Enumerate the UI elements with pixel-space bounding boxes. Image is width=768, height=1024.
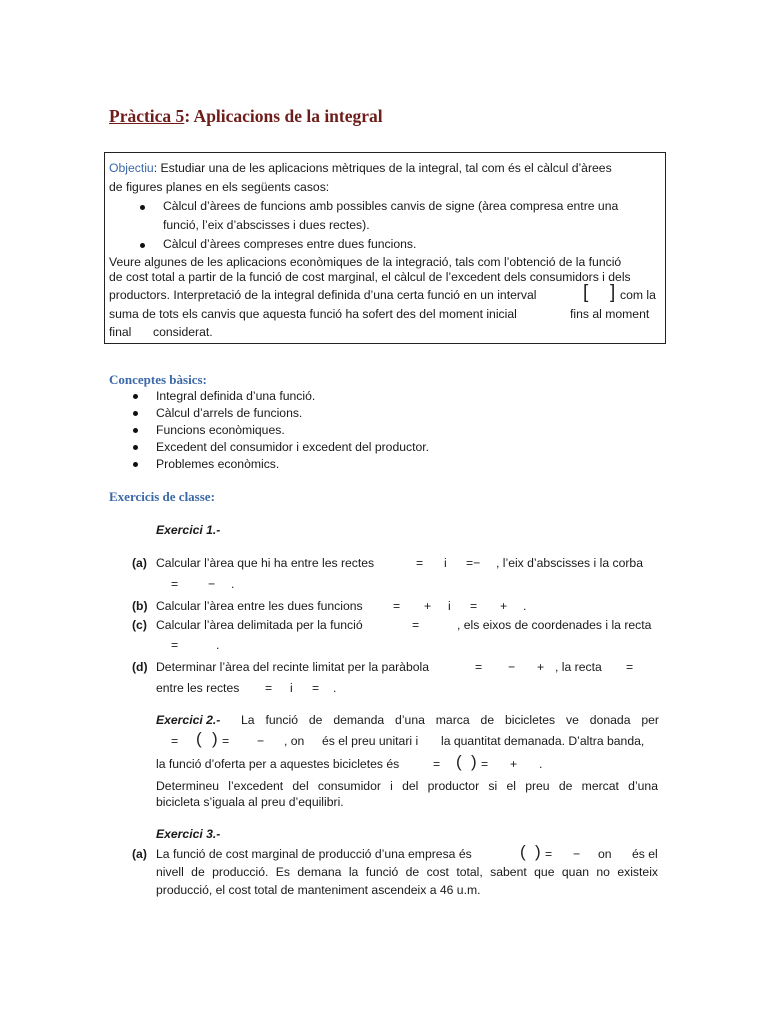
equals-sign: = <box>171 638 179 652</box>
ex1-b-label: (b) <box>132 599 148 613</box>
equals-sign: = <box>412 618 420 632</box>
bullet <box>140 205 145 210</box>
concept-item: Funcions econòmiques. <box>156 423 285 437</box>
bullet <box>140 243 145 248</box>
objective-bullet1-l2: funció, l’eix d’abscisses i dues rectes). <box>163 218 370 232</box>
ex1-c-text: Calcular l’àrea delimitada per la funció <box>156 618 363 632</box>
concept-item: Excedent del consumidor i excedent del productor. <box>156 440 430 454</box>
period: . <box>523 599 527 613</box>
bullet <box>133 445 138 450</box>
ex1-d-text2: entre les rectes <box>156 681 240 695</box>
open-paren: ( <box>456 752 462 771</box>
close-paren: ) <box>471 752 477 771</box>
close-paren: ) <box>535 842 541 861</box>
plus-sign: + <box>537 660 545 674</box>
objective-label: Objectiu <box>109 161 154 175</box>
equals-sign: = <box>416 556 424 570</box>
equals-sign: = <box>171 734 179 748</box>
objective-p5a: final <box>109 325 132 339</box>
objective-p3a: productors. Interpretació de la integral definida d’una certa funció en un interval <box>109 288 537 302</box>
concept-item: Càlcul d’arrels de funcions. <box>156 406 303 420</box>
bullet <box>133 462 138 467</box>
bullet <box>133 394 138 399</box>
minus-sign: − <box>257 734 265 748</box>
ex2-line5: bicicleta s’iguala al preu d’equilibri. <box>156 795 344 809</box>
ex1-d-text: Determinar l’àrea del recinte limitat per la paràbola <box>156 660 429 674</box>
ex1-d-tail: , la recta <box>555 660 602 674</box>
interval-close-bracket: ] <box>610 282 616 303</box>
ex3-on: on <box>598 847 612 861</box>
objective-p4a: suma de tots els canvis que aquesta funció ha sofert des del moment inicial <box>109 307 517 321</box>
ex1-d-label: (d) <box>132 660 148 674</box>
equals-sign: = <box>433 757 441 771</box>
equals-sign: = <box>393 599 401 613</box>
plus-sign: + <box>424 599 432 613</box>
exercises-heading: Exercicis de classe: <box>109 489 215 504</box>
ex2-tail: la quantitat demanada. D’altra banda, <box>441 734 645 748</box>
minus-sign: − <box>208 577 216 591</box>
ex2-line4: Determineu l’excedent del consumidor i del productor si el preu de mercat d’una <box>156 779 658 793</box>
equals-sign: = <box>312 681 320 695</box>
ex1-a-tail: , l’eix d’abscisses i la corba <box>496 556 643 570</box>
equals-sign: = <box>545 847 553 861</box>
equals-sign: = <box>481 757 489 771</box>
concepts-heading: Conceptes bàsics: <box>109 372 207 387</box>
concept-item: Problemes econòmics. <box>156 457 280 471</box>
period: . <box>333 681 337 695</box>
bullet <box>133 411 138 416</box>
ex2-on: , on <box>284 734 305 748</box>
ex2-line3: la funció d’oferta per a aquestes bicicletes és <box>156 757 400 771</box>
title-number: Pràctica 5 <box>109 106 185 126</box>
objective-p5b: considerat. <box>153 325 213 339</box>
concept-item: Integral definida d’una funció. <box>156 389 316 403</box>
close-paren: ) <box>212 729 218 748</box>
objective-bullet1-l1: Càlcul d’àrees de funcions amb possibles canvis de signe (àrea compresa entre una <box>163 199 619 213</box>
plus-sign: + <box>510 757 518 771</box>
equals-sign: = <box>265 681 273 695</box>
objective-line1 <box>109 161 612 175</box>
ex1-c-tail: , els eixos de coordenades i la recta <box>457 618 652 632</box>
ex3-a-label: (a) <box>132 847 147 861</box>
equals-sign: = <box>475 660 483 674</box>
exercise2-title: Exercici 2.- <box>156 713 221 727</box>
minus-sign: − <box>573 847 581 861</box>
plus-sign: + <box>500 599 508 613</box>
ex1-b-text: Calcular l’àrea entre les dues funcions <box>156 599 363 613</box>
exercise1-title: Exercici 1.- <box>156 523 221 537</box>
title-rest: : Aplicacions de la integral <box>184 106 383 126</box>
ex2-line1: La funció de demanda d’una marca de bicicletes ve donada per <box>241 713 659 727</box>
exercise3-title: Exercici 3.- <box>156 827 221 841</box>
period: . <box>539 757 543 771</box>
interval-open-bracket: [ <box>583 282 589 303</box>
ex1-a-i: i <box>444 556 447 570</box>
equals-sign: = <box>470 599 478 613</box>
objective-p3b: com la <box>620 288 656 302</box>
objective-line2: de figures planes en els següents casos: <box>109 180 330 194</box>
objective-bullet2: Càlcul d’àrees compreses entre dues funcions. <box>163 237 417 251</box>
ex1-a-text: Calcular l’àrea que hi ha entre les rectes <box>156 556 375 570</box>
objective-p2: de cost total a partir de la funció de cost marginal, el càlcul de l’excedent dels consumidors i dels <box>109 270 631 284</box>
page-title <box>109 106 383 127</box>
period: . <box>216 638 220 652</box>
open-paren: ( <box>196 729 202 748</box>
period: . <box>231 577 235 591</box>
equals-sign: = <box>222 734 230 748</box>
open-paren: ( <box>520 842 526 861</box>
ex1-a-label: (a) <box>132 556 147 570</box>
equals-minus: =− <box>466 556 481 570</box>
ex3-tail: és el <box>632 847 658 861</box>
ex3-line3: producció, el cost total de manteniment ascendeix a 46 u.m. <box>156 883 481 897</box>
ex1-b-i: i <box>448 599 451 613</box>
equals-sign: = <box>171 577 179 591</box>
equals-sign: = <box>626 660 634 674</box>
objective-p4b: fins al moment <box>570 307 650 321</box>
minus-sign: − <box>508 660 516 674</box>
ex2-mid: és el preu unitari i <box>322 734 419 748</box>
objective-text1: : Estudiar una de les aplicacions mètriques de la integral, tal com és el càlcul d’àrees <box>153 161 612 175</box>
ex1-c-label: (c) <box>132 618 147 632</box>
ex3-line2: nivell de producció. Es demana la funció de cost total, sabent que quan no existeix <box>156 865 658 879</box>
ex3-line1: La funció de cost marginal de producció d’una empresa és <box>156 847 472 861</box>
bullet <box>133 428 138 433</box>
ex1-d-i: i <box>290 681 293 695</box>
objective-p1: Veure algunes de les aplicacions econòmiques de la integració, tals com l’obtenció de la funció <box>109 255 622 269</box>
